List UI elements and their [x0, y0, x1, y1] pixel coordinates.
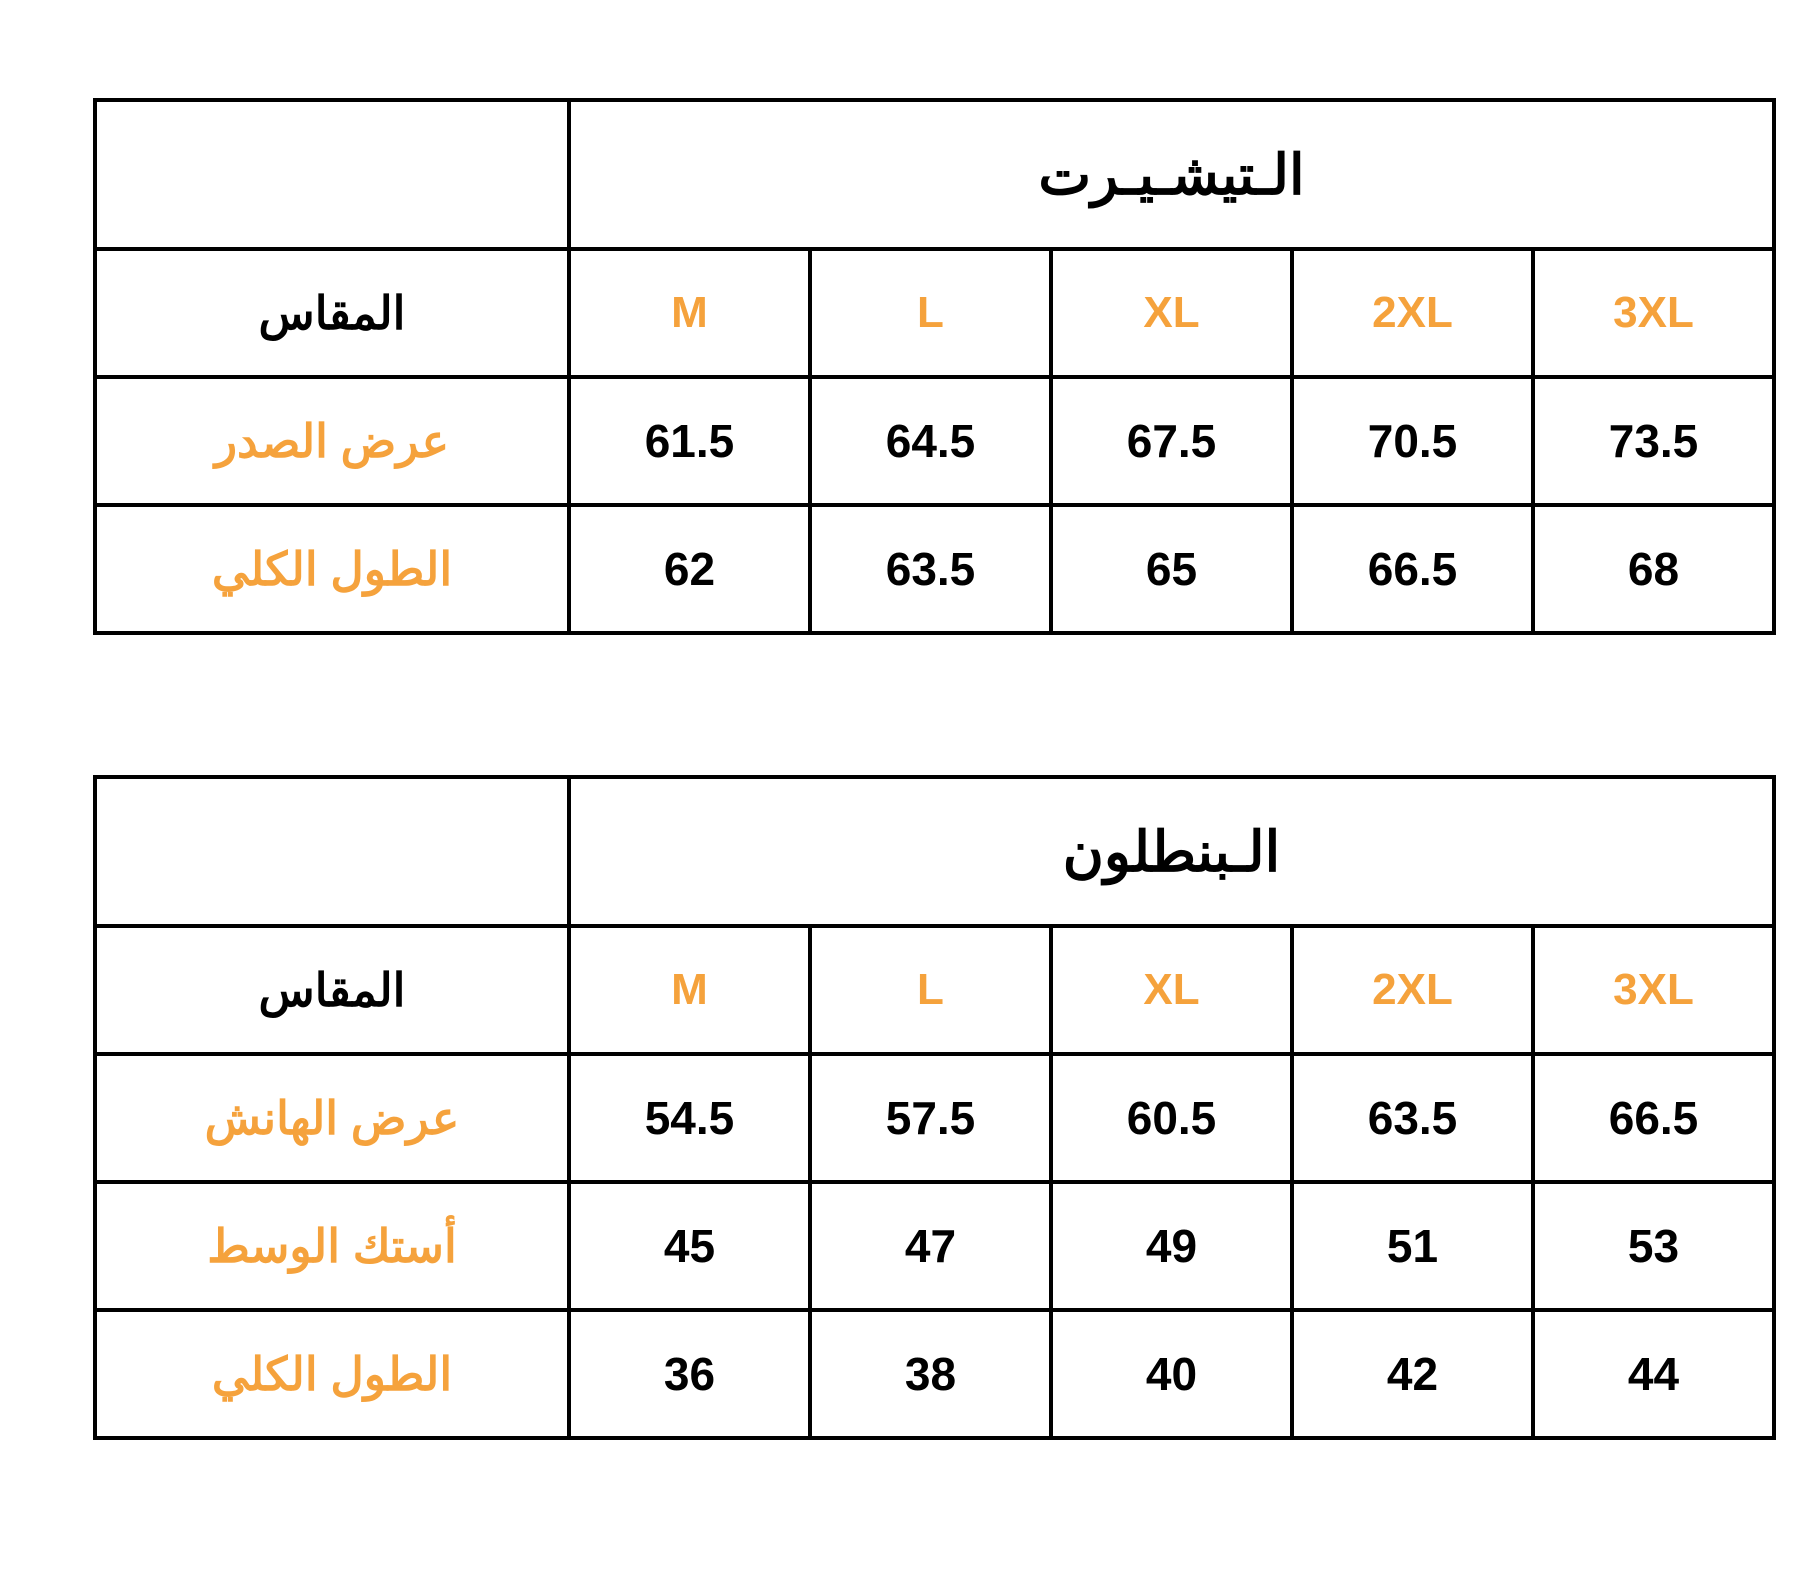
cell-value — [1533, 1182, 1774, 1310]
row-header-total-length — [95, 1310, 569, 1438]
cell-value — [810, 505, 1051, 633]
value-text: 61.5 — [644, 415, 735, 467]
pants-size-2xl-header — [1292, 926, 1533, 1054]
pants-title-row — [95, 777, 1774, 926]
table-row — [95, 1310, 1774, 1438]
cell-value — [569, 505, 810, 633]
value-text: 63.5 — [885, 543, 976, 595]
row-header-hip-width — [95, 1054, 569, 1182]
value-text: 40 — [1145, 1348, 1198, 1400]
pants-size-table-wrapper — [96, 775, 1776, 1440]
value-text: 57.5 — [885, 1092, 976, 1144]
value-text: 44 — [1627, 1348, 1680, 1400]
cell-value — [1292, 1054, 1533, 1182]
cell-value — [1533, 377, 1774, 505]
tshirt-size-l-header — [810, 249, 1051, 377]
cell-value — [810, 1310, 1051, 1438]
tshirt-size-table-wrapper — [96, 98, 1776, 635]
table-row — [95, 1182, 1774, 1310]
pants-header-row — [95, 926, 1774, 1054]
value-text: 42 — [1386, 1348, 1439, 1400]
cell-value — [1051, 1182, 1292, 1310]
value-text: 63.5 — [1367, 1092, 1458, 1144]
size-label: 2XL — [1372, 288, 1453, 337]
size-label: L — [917, 288, 944, 337]
pants-title-spacer-cell — [95, 777, 569, 926]
value-text: 66.5 — [1367, 543, 1458, 595]
tshirt-size-m-header — [569, 249, 810, 377]
value-text: 70.5 — [1367, 415, 1458, 467]
value-text: 36 — [663, 1348, 716, 1400]
size-label: L — [917, 965, 944, 1014]
cell-value — [1292, 1182, 1533, 1310]
pants-title: الـبنطلون — [1062, 819, 1281, 883]
tshirt-header-row — [95, 249, 1774, 377]
cell-value — [810, 1054, 1051, 1182]
pants-size-m-header — [569, 926, 810, 1054]
size-label: 2XL — [1372, 965, 1453, 1014]
cell-value — [810, 377, 1051, 505]
value-text: 64.5 — [885, 415, 976, 467]
measure-header-label: المقاس — [258, 964, 406, 1016]
value-text: 54.5 — [644, 1092, 735, 1144]
tshirt-title: الـتيشـيـرت — [1038, 142, 1305, 206]
row-label-text: عرض الصدر — [214, 415, 450, 467]
cell-value — [569, 1182, 810, 1310]
row-label-text: عرض الهانش — [204, 1092, 460, 1144]
size-label: 3XL — [1613, 965, 1694, 1014]
pants-size-3xl-header — [1533, 926, 1774, 1054]
cell-value — [1051, 1310, 1292, 1438]
tshirt-size-3xl-header — [1533, 249, 1774, 377]
size-label: 3XL — [1613, 288, 1694, 337]
cell-value — [1051, 505, 1292, 633]
value-text: 51 — [1386, 1220, 1439, 1272]
value-text: 60.5 — [1126, 1092, 1217, 1144]
table-row — [95, 505, 1774, 633]
tshirt-size-2xl-header — [1292, 249, 1533, 377]
tshirt-title-row — [95, 100, 1774, 249]
measure-header-label: المقاس — [258, 287, 406, 339]
tshirt-size-table — [93, 98, 1776, 635]
value-text: 73.5 — [1608, 415, 1699, 467]
cell-value — [1533, 505, 1774, 633]
cell-value — [1292, 1310, 1533, 1438]
tshirt-size-xl-header — [1051, 249, 1292, 377]
cell-value — [1533, 1054, 1774, 1182]
value-text: 47 — [904, 1220, 957, 1272]
value-text: 68 — [1627, 543, 1680, 595]
pants-size-table — [93, 775, 1776, 1440]
cell-value — [569, 377, 810, 505]
row-header-chest-width — [95, 377, 569, 505]
size-label: M — [671, 965, 708, 1014]
value-text: 45 — [663, 1220, 716, 1272]
value-text: 62 — [663, 543, 716, 595]
row-label-text: الطول الكلي — [211, 543, 453, 595]
row-label-text: الطول الكلي — [211, 1348, 453, 1400]
tshirt-title-spacer-cell — [95, 100, 569, 249]
cell-value — [569, 1310, 810, 1438]
cell-value — [810, 1182, 1051, 1310]
tshirt-measure-header — [95, 249, 569, 377]
pants-title-cell — [569, 777, 1774, 926]
cell-value — [569, 1054, 810, 1182]
pants-size-l-header — [810, 926, 1051, 1054]
value-text: 65 — [1145, 543, 1198, 595]
row-label-text: أستك الوسط — [207, 1220, 457, 1272]
value-text: 49 — [1145, 1220, 1198, 1272]
row-header-total-length — [95, 505, 569, 633]
value-text: 53 — [1627, 1220, 1680, 1272]
size-label: XL — [1143, 288, 1200, 337]
cell-value — [1292, 505, 1533, 633]
value-text: 67.5 — [1126, 415, 1217, 467]
cell-value — [1533, 1310, 1774, 1438]
size-label: M — [671, 288, 708, 337]
value-text: 38 — [904, 1348, 957, 1400]
cell-value — [1292, 377, 1533, 505]
row-header-waist-elastic — [95, 1182, 569, 1310]
cell-value — [1051, 377, 1292, 505]
tshirt-title-cell — [569, 100, 1774, 249]
value-text: 66.5 — [1608, 1092, 1699, 1144]
pants-size-xl-header — [1051, 926, 1292, 1054]
table-row — [95, 377, 1774, 505]
table-row — [95, 1054, 1774, 1182]
cell-value — [1051, 1054, 1292, 1182]
size-label: XL — [1143, 965, 1200, 1014]
pants-measure-header — [95, 926, 569, 1054]
